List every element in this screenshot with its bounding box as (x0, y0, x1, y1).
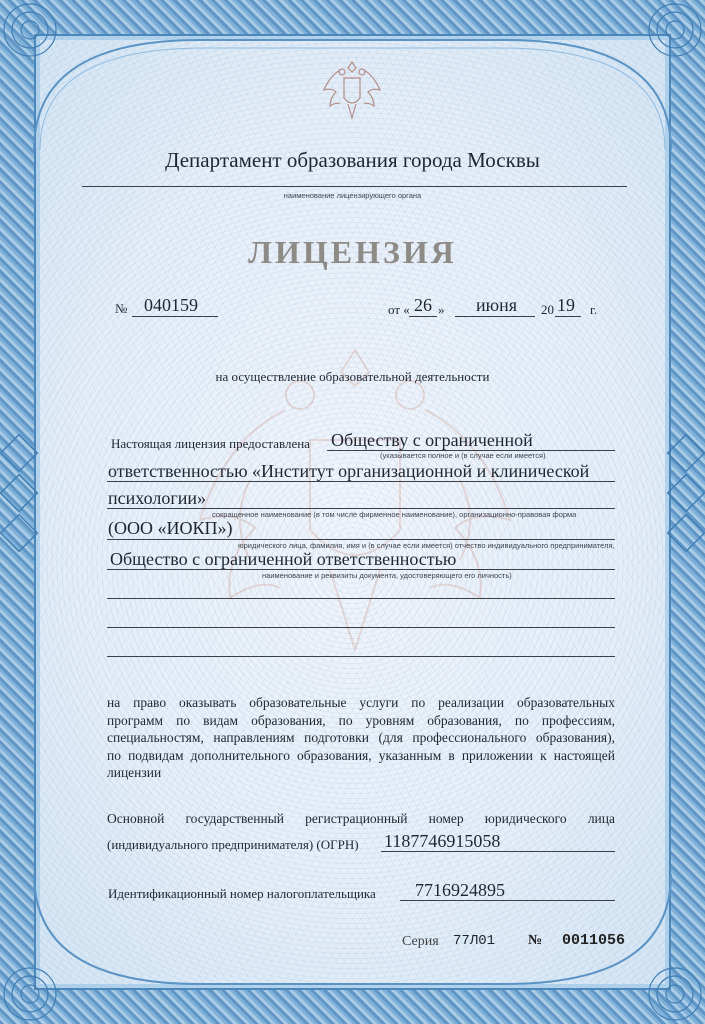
licensee-line-4: (ООО «ИОКП») (108, 518, 233, 538)
licensee-line-5: Общество с ограниченной ответственностью (110, 549, 457, 569)
licensee-underline-3 (107, 508, 615, 509)
rights-line: специальностям, направлениям подготовки (для профессионального образования), (107, 730, 615, 745)
ogrn-paragraph (107, 810, 615, 828)
full-name-caption: (указывается полное и (в случае если имеется) (380, 451, 546, 460)
license-purpose: на осуществление образовательной деятельности (215, 369, 490, 384)
licensee-line-2: ответственностью «Институт организационной и клинической (108, 461, 590, 481)
rights-paragraph (107, 694, 615, 782)
date-quote-close: » (438, 302, 445, 317)
date-year: 19 (557, 295, 575, 315)
year-underline (555, 316, 581, 317)
date-year-prefix: 20 (541, 302, 554, 317)
licensee-underline-2 (107, 481, 615, 482)
series-label: Серия (402, 934, 439, 949)
licensee-underline-4 (107, 539, 615, 540)
form-number-value: 0011056 (562, 932, 626, 949)
date-from-label: от « (388, 302, 410, 317)
licensee-line-3: психологии» (108, 488, 206, 508)
rights-line: лицензии (107, 765, 162, 780)
blank-line-3 (107, 656, 615, 657)
short-name-caption: сокращенное наименование (в том числе фирменное наименование), организационно-правовая форма (212, 510, 577, 519)
ogrn-line-1: Основной государственный регистрационный номер юридического лица (107, 811, 615, 826)
ogrn-underline (381, 851, 615, 852)
blank-line-2 (107, 627, 615, 628)
granted-label: Настоящая лицензия предоставлена (111, 436, 310, 451)
date-suffix: г. (590, 302, 598, 317)
inn-label: Идентификационный номер налогоплательщика (108, 886, 376, 901)
date-day: 26 (414, 295, 432, 315)
licensee-underline-5 (107, 569, 615, 570)
document-title: ЛИЦЕНЗИЯ (248, 234, 457, 270)
rights-line: на право оказывать образовательные услуги по реализации образовательных (107, 695, 615, 710)
inn-value: 7716924895 (415, 880, 505, 900)
legal-entity-caption: юридического лица, фамилия, имя и (в случае если имеется) отчество индивидуального предпринимателя, (238, 541, 615, 550)
rights-line: по подвидам дополнительного образования, указанным в приложении к настоящей (107, 747, 615, 763)
blank-line-1 (107, 598, 615, 599)
document-caption: наименование и реквизиты документа, удостоверяющего его личность) (262, 571, 512, 580)
rights-line: программ по видам образования, по уровням образования, по профессиям, (107, 712, 615, 728)
ogrn-value: 1187746915058 (384, 831, 501, 851)
license-number: 040159 (144, 295, 198, 315)
licensee-line-1: Обществу с ограниченной (331, 430, 533, 450)
month-underline (455, 316, 535, 317)
ogrn-label: (индивидуального предпринимателя) (ОГРН) (107, 837, 359, 852)
coat-of-arms-icon (318, 56, 386, 128)
number-label: № (115, 301, 128, 316)
day-underline (409, 316, 437, 317)
licensing-authority: Департамент образования города Москвы (165, 148, 540, 172)
number-underline (132, 316, 218, 317)
series-value: 77Л01 (453, 933, 496, 949)
form-number-label: № (528, 933, 543, 948)
authority-caption: наименование лицензирующего органа (283, 191, 422, 200)
date-month: июня (476, 295, 517, 315)
inn-underline (400, 900, 615, 901)
authority-underline (82, 186, 627, 187)
